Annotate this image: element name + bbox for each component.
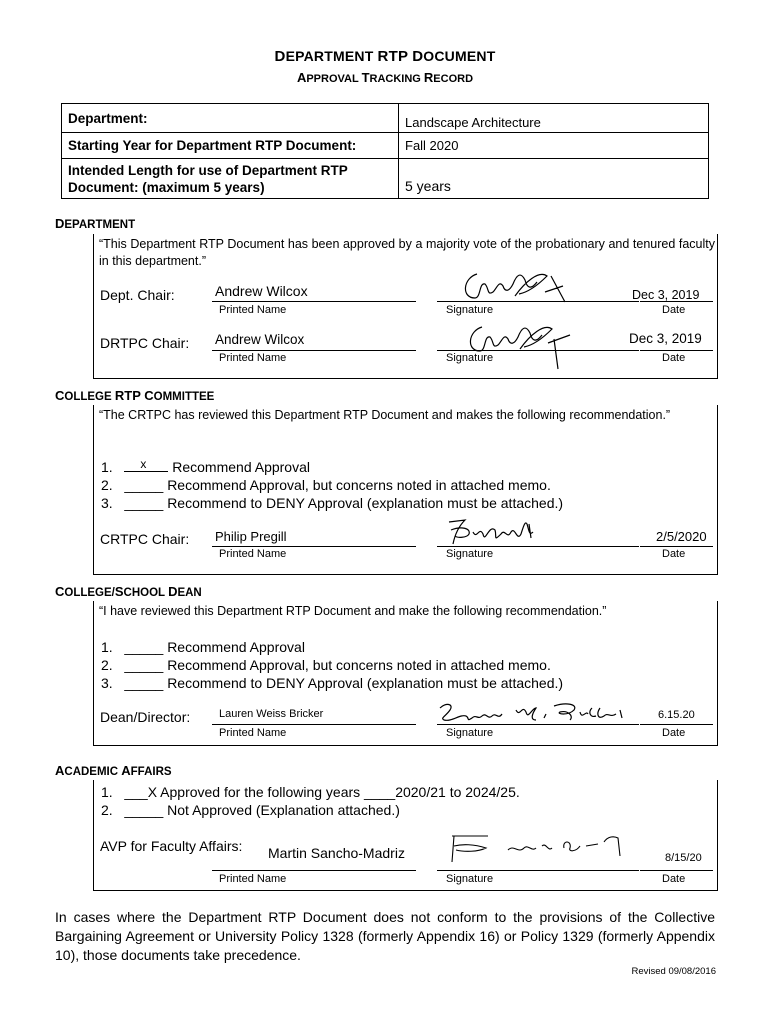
printed-name-label: Printed Name — [219, 727, 287, 739]
signature-label: Signature — [446, 548, 494, 560]
signature-label: Signature — [446, 352, 494, 364]
college-committee-statement: “The CRTPC has reviewed this Department RTP Document and makes the following recommendation.” — [99, 408, 671, 422]
signature-label: Signature — [446, 304, 494, 316]
crtpc-chair-date: 2/5/2020 — [656, 529, 707, 544]
dean-name: Lauren Weiss Bricker — [219, 708, 324, 720]
table-row — [62, 104, 709, 133]
avp-date-line — [640, 870, 713, 871]
date-label: Date — [662, 548, 686, 560]
drtpc-chair-role: DRTPC Chair: — [100, 335, 190, 351]
crtpc-chair-signature-line — [437, 546, 639, 547]
dean-option-1: 1. _____ Recommend Approval — [101, 639, 305, 655]
dept-chair-role: Dept. Chair: — [100, 287, 175, 303]
dean-date-line — [640, 724, 713, 725]
crtpc-option-2: 2. _____ Recommend Approval, but concerns noted in attached memo. — [101, 477, 551, 493]
avp-role: AVP for Faculty Affairs: — [100, 838, 243, 854]
academic-affairs-heading: ACADEMIC AFFAIRS — [55, 763, 172, 778]
drtpc-chair-date-line — [640, 350, 713, 351]
signature-label: Signature — [446, 727, 494, 739]
dean-option-2: 2. _____ Recommend Approval, but concerns noted in attached memo. — [101, 657, 551, 673]
crtpc-option-1: 1. x Recommend Approval — [101, 457, 310, 475]
table-row — [62, 133, 709, 159]
document-subtitle: APPROVAL TRACKING RECORD — [296, 70, 474, 85]
dept-chair-name-line — [212, 301, 416, 302]
academic-affairs-option-2: 2. _____ Not Approved (Explanation attached.) — [101, 802, 400, 818]
drtpc-chair-signature-line — [437, 350, 639, 351]
footer-note: In cases where the Department RTP Document does not conform to the provisions of the Collective Bargaining Agreement or University Policy 1328 (formerly Appendix 16) or Policy 1329 (formerly Appendix 10), those documents take precedence. — [55, 909, 715, 963]
department-label: Department: — [62, 104, 399, 133]
dean-statement: “I have reviewed this Department RTP Document and make the following recommendation.” — [99, 604, 607, 618]
signature-label: Signature — [446, 873, 494, 885]
drtpc-chair-signature — [460, 313, 580, 373]
avp-signature-line — [437, 870, 639, 871]
starting-year-value: Fall 2020 — [399, 133, 709, 159]
avp-date: 8/15/20 — [665, 852, 702, 864]
intended-length-value: 5 years — [399, 159, 709, 199]
department-statement: “This Department RTP Document has been approved by a majority vote of the probationary and tenured faculty in this department.” — [99, 237, 715, 268]
dept-chair-name: Andrew Wilcox — [215, 283, 308, 299]
dept-chair-date-line — [640, 301, 713, 302]
dean-date: 6.15.20 — [658, 709, 695, 721]
department-heading: DEPARTMENT — [55, 216, 136, 231]
table-row — [62, 159, 709, 199]
dean-option-3: 3. _____ Recommend to DENY Approval (explanation must be attached.) — [101, 675, 564, 691]
college-committee-heading: COLLEGE RTP COMMITTEE — [55, 388, 215, 403]
avp-name-line — [212, 870, 416, 871]
department-value: Landscape Architecture — [399, 104, 709, 133]
intended-length-label: Intended Length for use of Department RTP Document: (maximum 5 years) — [62, 159, 399, 199]
crtpc-chair-name-line — [212, 546, 416, 547]
dean-heading: COLLEGE/SCHOOL DEAN — [55, 584, 202, 599]
drtpc-chair-name: Andrew Wilcox — [215, 332, 305, 347]
crtpc-chair-name: Philip Pregill — [215, 529, 287, 544]
dept-chair-date: Dec 3, 2019 — [632, 288, 700, 302]
document-title: DEPARTMENT RTP DOCUMENT — [274, 48, 496, 65]
printed-name-label: Printed Name — [219, 548, 287, 560]
info-table — [61, 103, 709, 199]
dean-signature-line — [437, 724, 639, 725]
dean-role: Dean/Director: — [100, 709, 191, 725]
date-label: Date — [662, 727, 686, 739]
date-label: Date — [662, 304, 686, 316]
starting-year-label: Starting Year for Department RTP Document: — [62, 133, 399, 159]
drtpc-chair-name-line — [212, 350, 416, 351]
revised-date: Revised 09/08/2016 — [631, 966, 716, 977]
crtpc-option-3: 3. _____ Recommend to DENY Approval (explanation must be attached.) — [101, 495, 564, 511]
drtpc-chair-date: Dec 3, 2019 — [629, 331, 702, 346]
printed-name-label: Printed Name — [219, 873, 287, 885]
academic-affairs-option-1: 1. ___X Approved for the following years ____2020/21 to 2024/25. — [101, 784, 520, 800]
avp-name: Martin Sancho-Madriz — [268, 845, 405, 861]
avp-signature — [448, 830, 634, 866]
dept-chair-signature-line — [437, 301, 639, 302]
crtpc-chair-date-line — [640, 546, 713, 547]
dean-signature — [436, 700, 632, 726]
crtpc-chair-role: CRTPC Chair: — [100, 531, 190, 547]
printed-name-label: Printed Name — [219, 352, 287, 364]
date-label: Date — [662, 873, 686, 885]
dean-name-line — [212, 724, 416, 725]
crtpc-chair-signature — [445, 516, 545, 550]
printed-name-label: Printed Name — [219, 304, 287, 316]
date-label: Date — [662, 352, 686, 364]
